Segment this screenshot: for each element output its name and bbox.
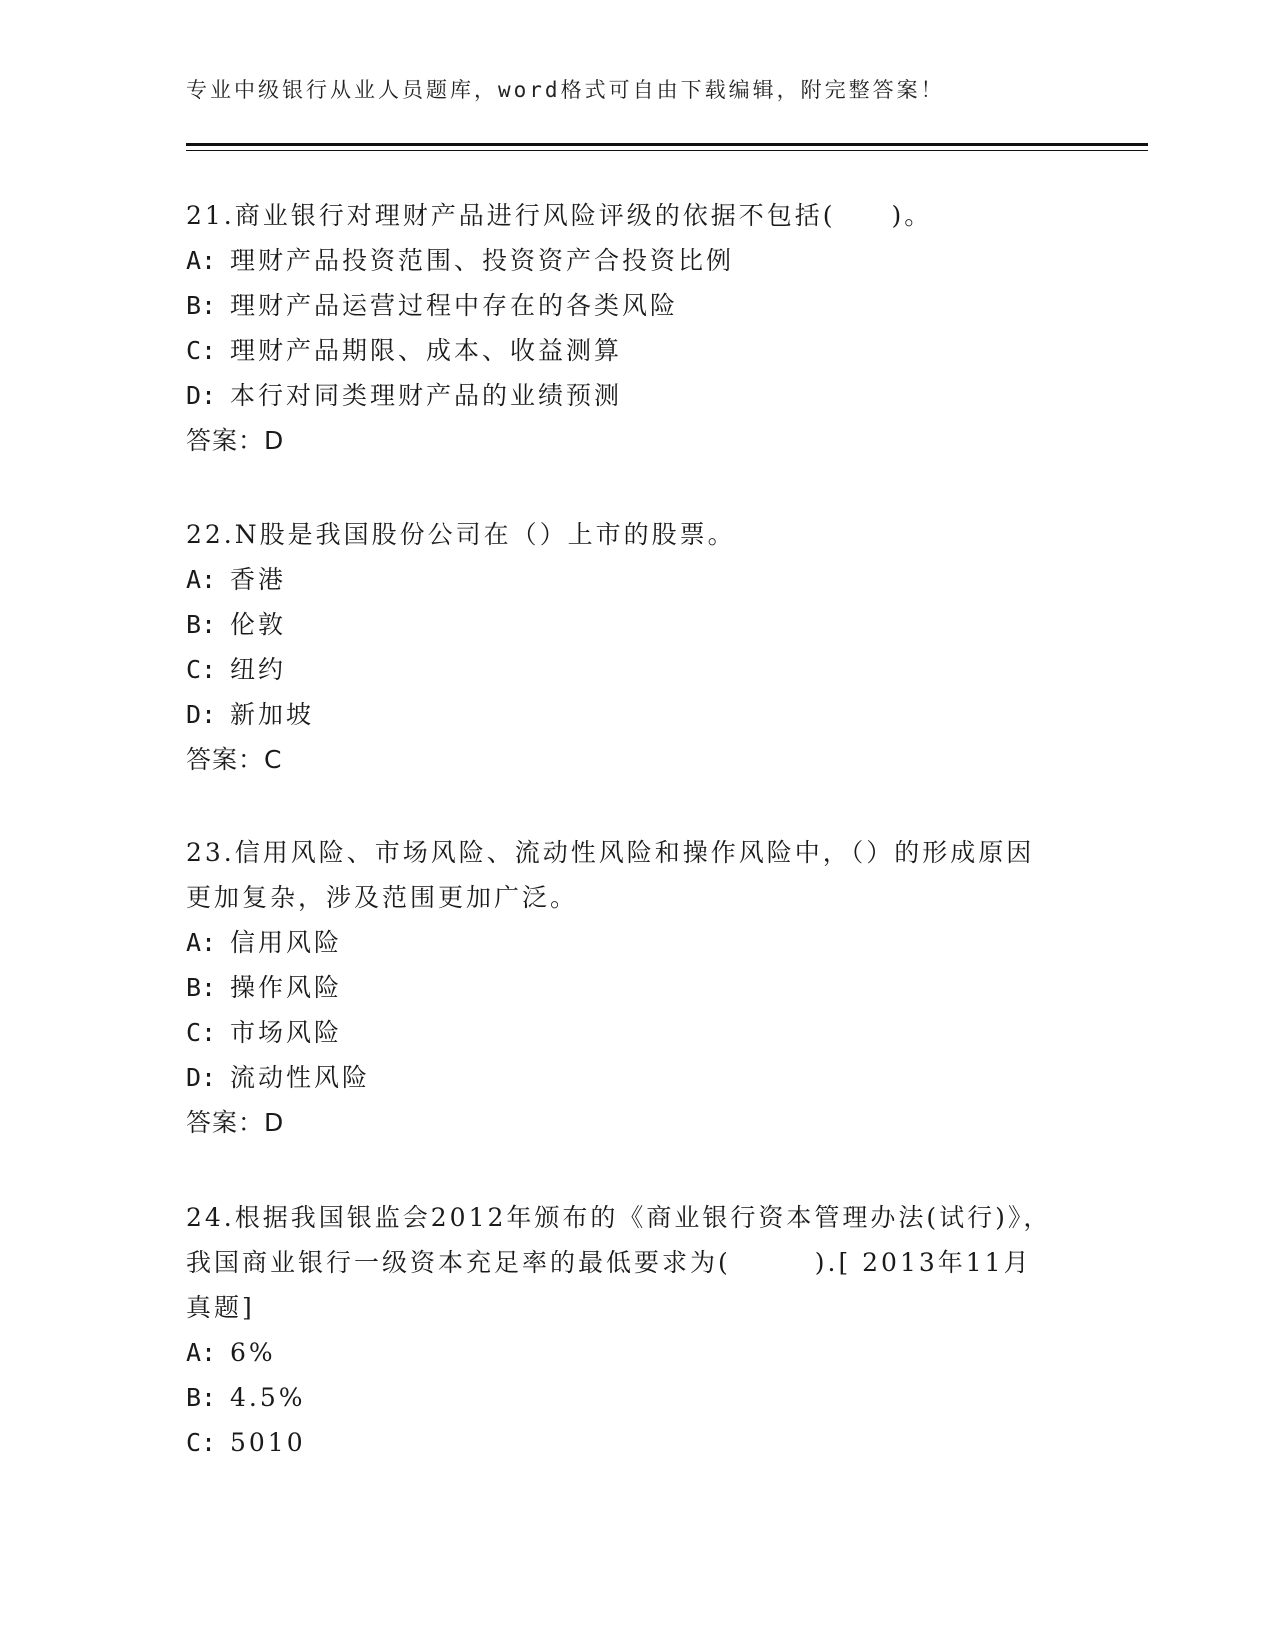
question-22 bbox=[186, 512, 1086, 782]
option-letter: D: bbox=[186, 381, 217, 410]
option-text: 纽约 bbox=[230, 655, 287, 684]
option-c bbox=[186, 1420, 1086, 1465]
question-stem-line: 23.信用风险、市场风险、流动性风险和操作风险中，（）的形成原因 bbox=[186, 838, 1035, 867]
question-23 bbox=[186, 830, 1086, 1145]
option-text: 信用风险 bbox=[230, 928, 343, 957]
option-b bbox=[186, 1375, 1086, 1420]
option-a bbox=[186, 238, 1086, 283]
option-text: 本行对同类理财产品的业绩预测 bbox=[230, 381, 623, 410]
option-text: 理财产品运营过程中存在的各类风险 bbox=[230, 291, 679, 320]
option-b bbox=[186, 602, 1086, 647]
option-letter: C: bbox=[186, 1428, 217, 1457]
option-letter: C: bbox=[186, 655, 217, 684]
option-letter: A: bbox=[186, 1338, 217, 1367]
option-a bbox=[186, 557, 1086, 602]
option-letter: B: bbox=[186, 973, 217, 1002]
option-letter: B: bbox=[186, 1383, 217, 1412]
option-a bbox=[186, 1330, 1086, 1375]
question-stem-line: 22.N股是我国股份公司在（）上市的股票。 bbox=[186, 520, 736, 549]
option-c bbox=[186, 647, 1086, 692]
option-b bbox=[186, 965, 1086, 1010]
header-rule-thick bbox=[186, 143, 1148, 146]
option-letter: A: bbox=[186, 565, 217, 594]
option-d bbox=[186, 373, 1086, 418]
option-text: 流动性风险 bbox=[230, 1063, 371, 1092]
page-header: 专业中级银行从业人员题库，word格式可自由下载编辑，附完整答案！ bbox=[186, 78, 945, 102]
question-stem-line: 24.根据我国银监会2012年颁布的《商业银行资本管理办法(试行)》， bbox=[186, 1203, 1052, 1232]
option-text: 理财产品投资范围、投资资产合投资比例 bbox=[230, 246, 735, 275]
option-letter: D: bbox=[186, 700, 217, 729]
option-text: 香港 bbox=[230, 565, 287, 594]
option-d bbox=[186, 1055, 1086, 1100]
option-text: 操作风险 bbox=[230, 973, 343, 1002]
option-text: 市场风险 bbox=[230, 1018, 343, 1047]
option-letter: C: bbox=[186, 336, 217, 365]
option-text: 4.5% bbox=[230, 1383, 306, 1412]
question-21 bbox=[186, 193, 1086, 463]
answer-label: 答案：D bbox=[186, 426, 285, 455]
option-text: 伦敦 bbox=[230, 610, 287, 639]
option-letter: C: bbox=[186, 1018, 217, 1047]
option-text: 5010 bbox=[230, 1428, 306, 1457]
answer-label: 答案：C bbox=[186, 745, 283, 774]
header-rule-thin bbox=[186, 150, 1148, 151]
question-stem-line: 我国商业银行一级资本充足率的最低要求为( ).[ 2013年11月 bbox=[186, 1248, 1032, 1277]
option-letter: B: bbox=[186, 610, 217, 639]
option-d bbox=[186, 692, 1086, 737]
option-text: 理财产品期限、成本、收益测算 bbox=[230, 336, 623, 365]
question-stem-line: 21.商业银行对理财产品进行风险评级的依据不包括( )。 bbox=[186, 201, 933, 230]
answer-label: 答案：D bbox=[186, 1108, 285, 1137]
option-letter: D: bbox=[186, 1063, 217, 1092]
question-stem-line: 更加复杂，涉及范围更加广泛。 bbox=[186, 883, 579, 912]
option-text: 新加坡 bbox=[230, 700, 315, 729]
option-text: 6% bbox=[230, 1338, 276, 1367]
option-letter: A: bbox=[186, 928, 217, 957]
option-b bbox=[186, 283, 1086, 328]
option-c bbox=[186, 328, 1086, 373]
question-24 bbox=[186, 1195, 1086, 1465]
option-c bbox=[186, 1010, 1086, 1055]
question-stem-line: 真题] bbox=[186, 1293, 255, 1322]
option-letter: A: bbox=[186, 246, 217, 275]
option-letter: B: bbox=[186, 291, 217, 320]
option-a bbox=[186, 920, 1086, 965]
